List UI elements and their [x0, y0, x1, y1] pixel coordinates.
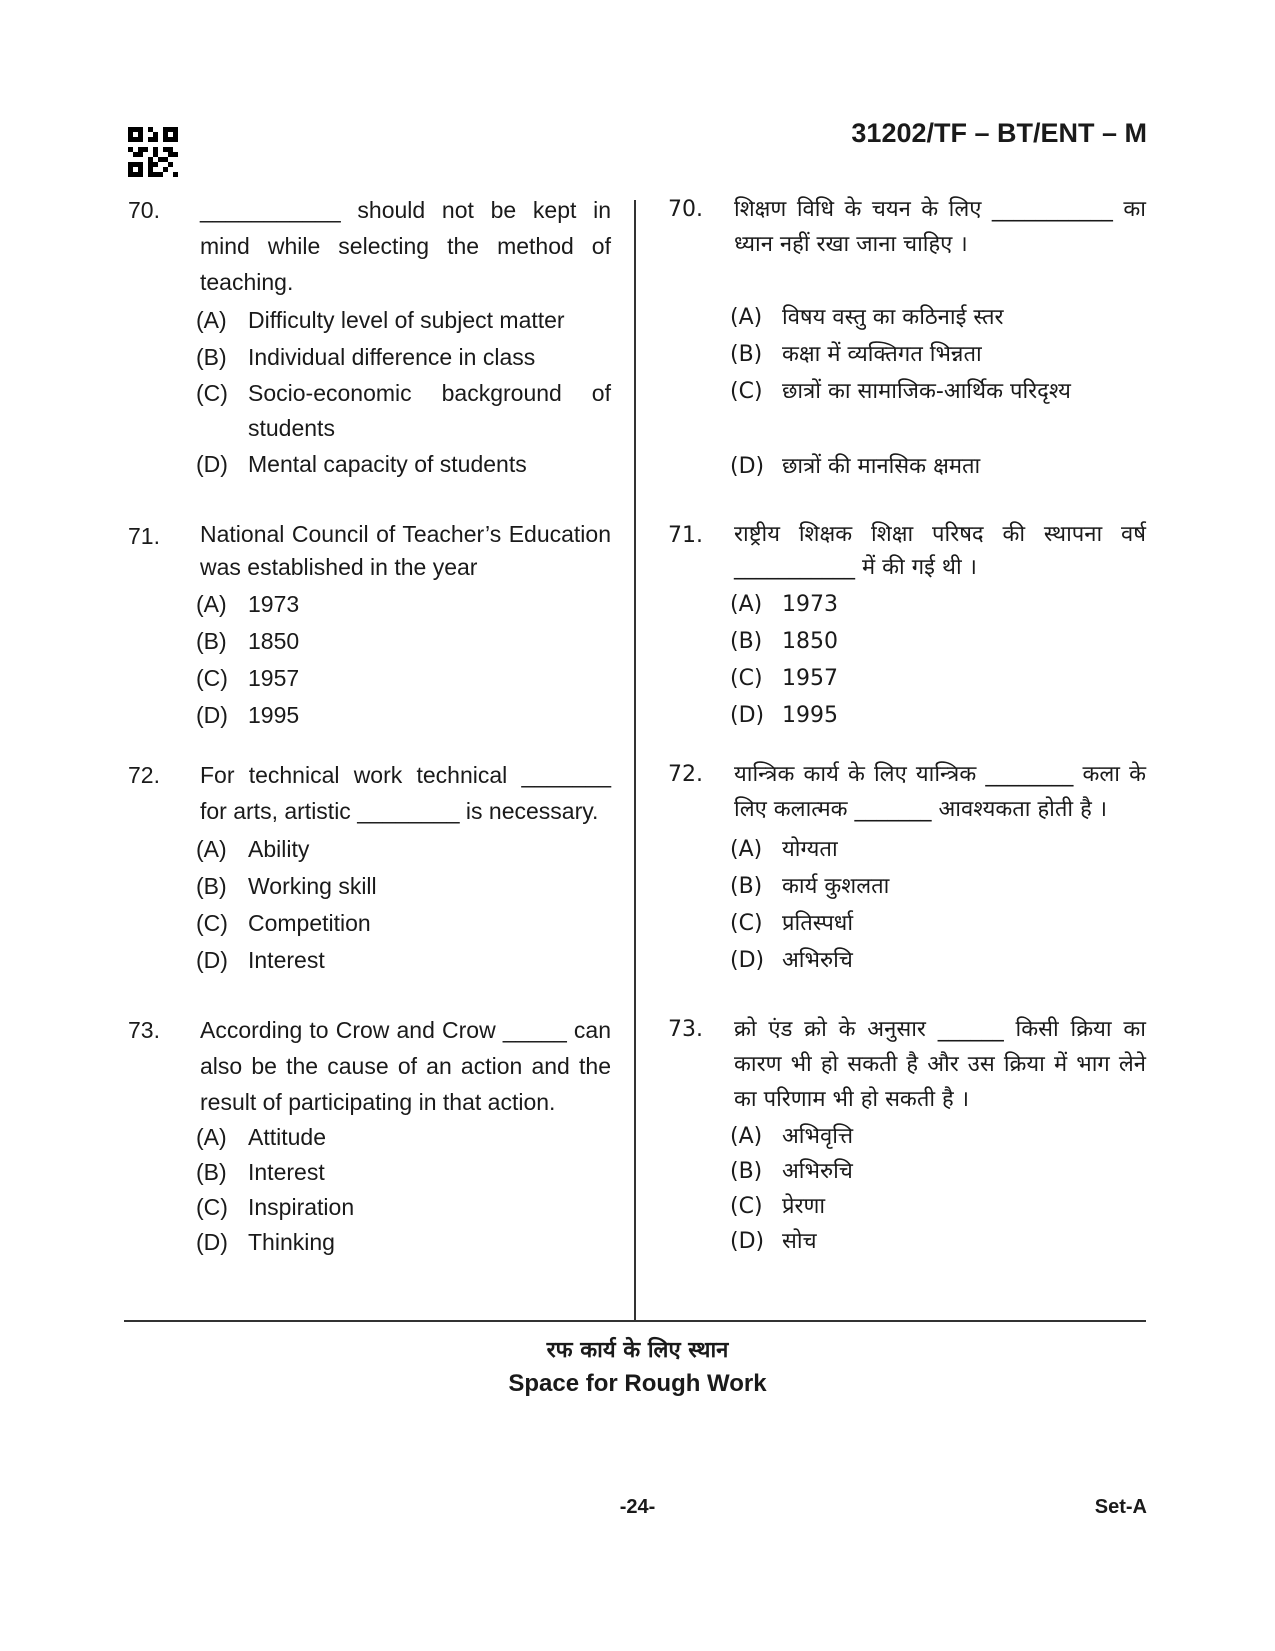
question-70-hi	[668, 192, 1146, 485]
option-d: (D) 1995	[730, 703, 838, 728]
question-73-en	[128, 1012, 611, 1260]
question-text: According to Crow and Crow _____ can also be the cause of an action and the result of participating in that action.	[200, 1017, 611, 1115]
option-d: (D) 1995	[196, 702, 300, 728]
rough-work-label-hindi: रफ कार्य के लिए स्थान	[546, 1338, 729, 1363]
question-71-en	[128, 518, 611, 734]
question-text: यान्त्रिक कार्य के लिए यान्त्रिक ________ कला के लिए कलात्मक _______ आवश्यकता होती है ।	[734, 762, 1146, 822]
question-text: क्रो एंड क्रो के अनुसार ______ किसी क्रिया का कारण भी हो सकती है और उस क्रिया में भाग लेने का परिणाम भी हो सकती है ।	[734, 1017, 1146, 1112]
rough-work-label: Space for Rough Work	[508, 1370, 767, 1397]
option-c: (C) Inspiration	[196, 1194, 355, 1220]
option-d: (D) सोच	[730, 1229, 817, 1254]
question-73-hi	[668, 1012, 1146, 1259]
question-number: 73.	[668, 1017, 703, 1042]
option-b: (B) Interest	[196, 1159, 325, 1185]
option-c: (C) प्रेरणा	[730, 1194, 826, 1219]
question-72-hi	[668, 757, 1146, 979]
column-divider	[634, 200, 636, 1320]
question-text: For technical work technical _______ for arts, artistic ________ is necessary.	[200, 762, 611, 824]
question-number: 73.	[128, 1017, 160, 1043]
option-c: (C) Socio-economic background of students	[196, 380, 611, 441]
option-c: (C) छात्रों का सामाजिक-आर्थिक परिदृश्य	[730, 379, 1071, 404]
option-d: (D) Interest	[196, 947, 325, 973]
option-a: (A) 1973	[730, 592, 838, 617]
paper-code: 31202/TF – BT/ENT – M	[851, 118, 1147, 148]
option-c: (C) प्रतिस्पर्धा	[730, 911, 854, 936]
option-a: (A) विषय वस्तु का कठिनाई स्तर	[730, 305, 1004, 330]
set-label: Set-A	[1094, 1496, 1147, 1518]
option-a: (A) अभिवृत्ति	[730, 1124, 854, 1149]
option-d: (D) Mental capacity of students	[196, 451, 527, 477]
question-number: 70.	[668, 197, 703, 222]
option-d: (D) अभिरुचि	[730, 948, 853, 973]
option-c: (C) 1957	[730, 666, 838, 691]
footer-divider	[124, 1320, 1146, 1322]
option-b: (B) कार्य कुशलता	[730, 874, 890, 899]
option-a: (A) योग्यता	[730, 837, 838, 862]
option-a: (A) Attitude	[196, 1124, 326, 1150]
question-number: 72.	[128, 762, 160, 788]
option-b: (B) 1850	[196, 628, 300, 654]
question-72-en	[128, 757, 611, 979]
question-text: ___________ should not be kept in mind while selecting the method of teaching.	[200, 197, 611, 295]
qr-code-icon	[128, 127, 178, 177]
question-71-hi	[668, 518, 1146, 734]
option-a: (A) Difficulty level of subject matter	[196, 307, 565, 333]
option-a: (A) 1973	[196, 591, 300, 617]
option-b: (B) कक्षा में व्यक्तिगत भिन्नता	[730, 342, 982, 367]
option-b: (B) 1850	[730, 629, 838, 654]
question-number: 72.	[668, 762, 703, 787]
question-70-en	[128, 192, 611, 483]
option-b: (B) Individual difference in class	[196, 344, 536, 370]
option-b: (B) Working skill	[196, 873, 377, 899]
option-d: (D) Thinking	[196, 1229, 335, 1255]
page-number: -24-	[619, 1496, 656, 1518]
option-d: (D) छात्रों की मानसिक क्षमता	[730, 454, 981, 479]
option-c: (C) Competition	[196, 910, 371, 936]
question-number: 70.	[128, 197, 160, 223]
question-text: शिक्षण विधि के चयन के लिए ___________ का ध्यान नहीं रखा जाना चाहिए ।	[734, 197, 1146, 257]
question-text: National Council of Teacher’s Education was established in the year	[200, 521, 611, 580]
option-c: (C) 1957	[196, 665, 300, 691]
question-number: 71.	[668, 523, 703, 548]
option-a: (A) Ability	[196, 836, 310, 862]
option-b: (B) अभिरुचि	[730, 1159, 853, 1184]
question-text: राष्ट्रीय शिक्षक शिक्षा परिषद की स्थापना वर्ष ___________ में की गई थी ।	[734, 522, 1146, 580]
question-number: 71.	[128, 523, 160, 549]
